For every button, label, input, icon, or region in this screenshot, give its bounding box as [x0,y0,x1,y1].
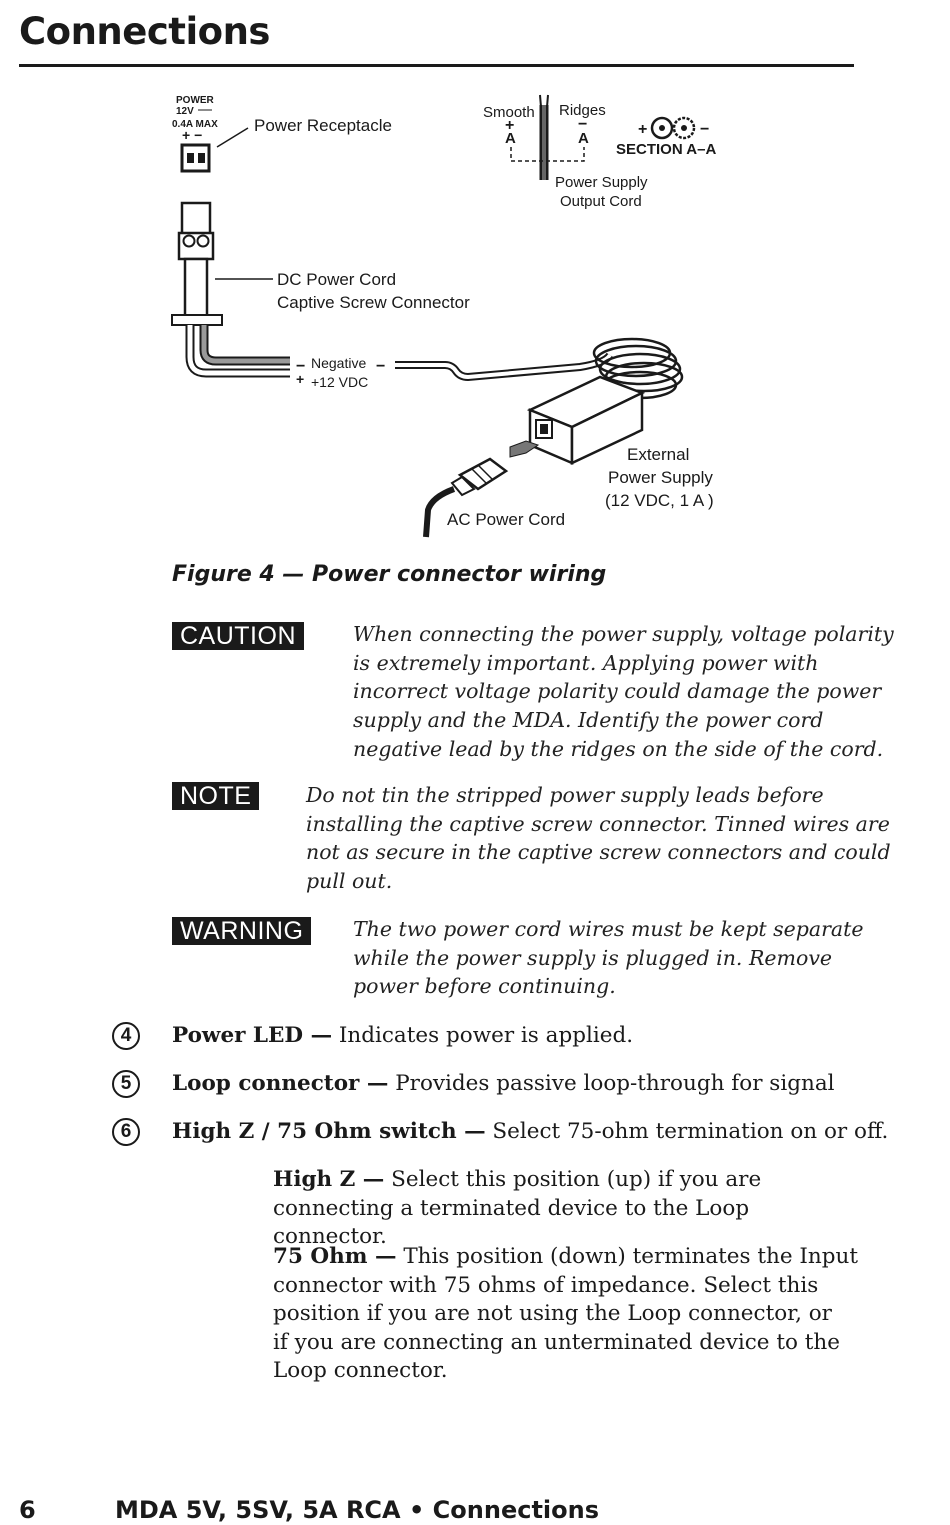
receptacle-polarity: + − [182,127,203,143]
vdc-label: +12 VDC [311,374,369,390]
page-title: Connections [19,10,270,53]
external-label: External [627,445,690,464]
item-description: Provides passive loop-through for signal [388,1071,835,1096]
connector-stem [185,259,207,319]
smooth-label: Smooth [483,104,535,121]
external-power-supply [530,377,642,463]
wiring-diagram [160,85,760,555]
item-number-badge: 4 [112,1022,140,1050]
power-supply-label: Power Supply [608,468,713,487]
screw-icon [184,236,195,247]
ac-cord-label: AC Power Cord [447,510,566,529]
warning-text: The two power cord wires must be kept separate while the power supply is plugged in. Remove power before continuing. [353,917,864,999]
plus-sign: + [505,117,515,134]
output-cord-label-2: Output Cord [560,193,642,210]
note-badge: NOTE [172,782,259,810]
section-label: SECTION A–A [616,141,717,158]
page-number: 6 [19,1496,36,1524]
75ohm-paragraph: 75 Ohm — This position (down) terminates the Input connector with 75 ohms of impedance. Select this position if you are not using the Loop connector, or if you are connecting an unterminated device to the Loop connector. [273,1244,859,1384]
negative-wire [204,325,290,361]
item-number-badge: 5 [112,1070,140,1098]
output-cord-label: Power Supply [555,174,648,191]
ac-plug [452,459,506,495]
item-description: Indicates power is applied. [332,1023,634,1048]
minus-sign: − [578,116,588,133]
power-connector-wiring-figure [160,85,760,555]
caution-badge: CAUTION [172,622,304,650]
section-a-left: A [505,130,516,147]
captive-screw-plug [182,203,210,235]
figure-caption: Figure 4 — Power connector wiring [172,562,607,587]
rating-label: (12 VDC, 1 A ) [605,491,714,510]
plus-sign: + [638,121,648,138]
item-term: Loop connector — [172,1071,389,1096]
insert-arrow [510,441,538,457]
negative-label: Negative [311,355,367,371]
caution-text: When connecting the power supply, voltage polarity is extremely important. Applying power with incorrect voltage polarity could damage the power supply and the MDA. Identify the power cord negative lead by the ridges on the side of the cord. [353,622,894,761]
item-number-badge: 6 [112,1118,140,1146]
note-text: Do not tin the stripped power supply leads before installing the captive screw connector. Tinned wires are not as secure in the captive screw connectors and could pull out. [306,783,891,894]
leader-line [217,128,248,147]
item-description: Select 75-ohm termination on or off. [485,1119,889,1144]
item-term: Power LED — [172,1023,333,1048]
warning-badge: WARNING [172,917,311,945]
power-receptacle-label: Power Receptacle [254,116,392,135]
title-divider [19,64,854,67]
dc-cord-label: DC Power Cord [277,270,397,289]
receptacle-pin [198,153,205,163]
footer-title: MDA 5V, 5SV, 5A RCA • Connections [115,1496,600,1524]
minus-sign: − [376,358,386,375]
max-current-label: 0.4A MAX [172,119,218,130]
highz-paragraph: High Z — Select this position (up) if you are connecting a terminated device to the Loop connector. [273,1167,762,1250]
cable-tie [172,315,222,325]
item-term: High Z / 75 Ohm switch — [172,1119,486,1144]
power-label: POWER [176,95,214,106]
minus-sign: − [700,121,710,138]
minus-sign: − [296,358,306,375]
receptacle-pin [187,153,194,163]
captive-screw-label: Captive Screw Connector [277,293,470,312]
section-a-right: A [578,130,589,147]
plus-sign: + [296,371,305,387]
ridges-label: Ridges [559,102,606,119]
screw-icon [198,236,209,247]
voltage-label: 12V [176,106,194,117]
